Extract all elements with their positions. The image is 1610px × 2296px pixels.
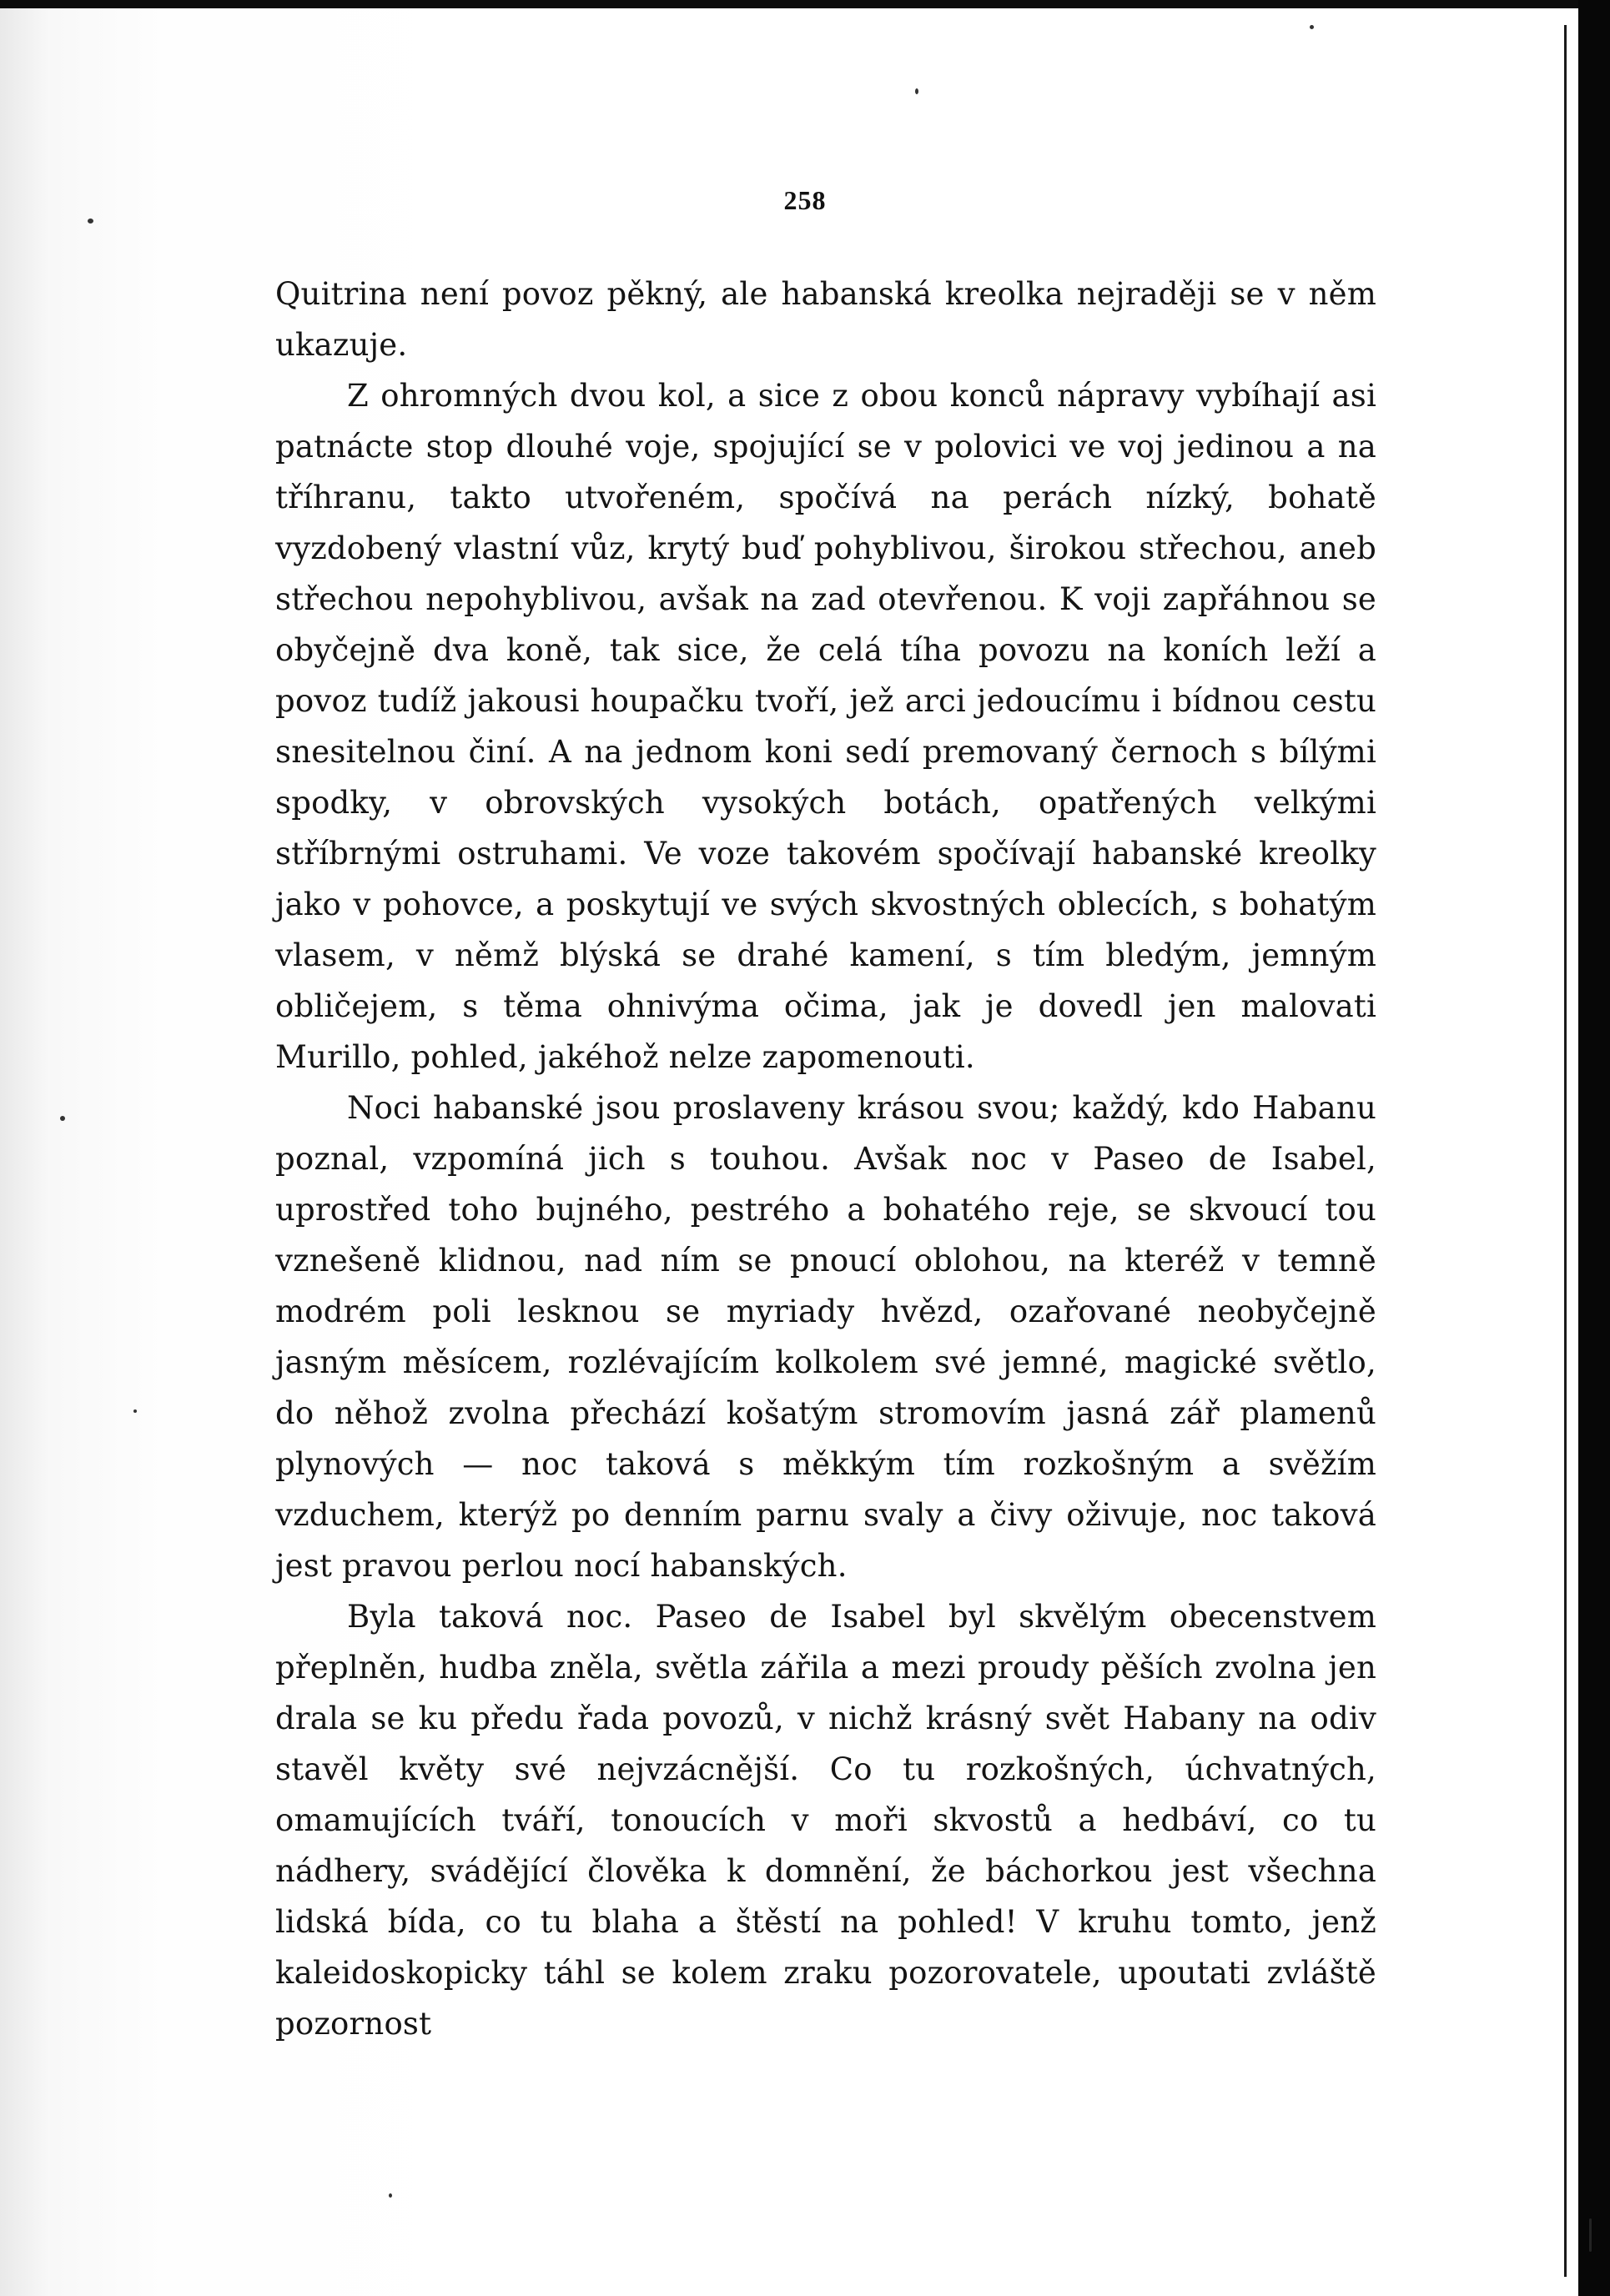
scan-speck bbox=[915, 88, 918, 94]
scan-speck bbox=[133, 1409, 137, 1413]
scan-speck bbox=[60, 1116, 65, 1121]
paragraph: Z ohromných dvou kol, a sice z obou konců nápravy vybíhají asi patnácte stop dlouhé voje, spojující se v polovici ve voj jedinou a na tříhranu, takto utvořeném, spočívá na perách nízký, bohatě vyzdobený vlastní vůz, krytý buď pohyblivou, širokou střechou, aneb střechou nepohyblivou, avšak na zad otevřenou. K voji zapřáhnou se obyčejně dva koně, tak sice, že celá tíha povozu na koních leží a povoz tudíž jakousi houpačku tvoří, jež arci jedoucímu i bídnou cestu snesitelnou činí. A na jednom koni sedí premovaný černoch s bílými spodky, v obrovských vysokých botách, opatřených velkými stříbrnými ostruhami. Ve voze takovém spočívají habanské kreolky jako v pohovce, a poskytují ve svých skvostných oblecích, s bohatým vlasem, v němž blýská se drahé kamení, s tím bledým, jemným obličejem, s těma ohnivýma očima, jak je dovedl jen malovati Murillo, pohled, jakéhož nelze zapomenouti. bbox=[275, 378, 1376, 1075]
scan-speck bbox=[389, 2193, 392, 2198]
scan-speck bbox=[1589, 2218, 1592, 2252]
paragraph: Quitrina není povoz pěkný, ale habanská kreolka nejraději se v něm ukazuje. bbox=[275, 276, 1376, 363]
scan-speck bbox=[88, 219, 93, 224]
scan-right-border-line bbox=[1564, 25, 1567, 2277]
scan-top-edge bbox=[0, 0, 1610, 8]
body-text bbox=[275, 269, 1376, 2049]
scan-speck bbox=[1310, 25, 1314, 29]
paragraph: Noci habanské jsou proslaveny krásou svou; každý, kdo Habanu poznal, vzpomíná jich s touhou. Avšak noc v Paseo de Isabel, uprostřed toho bujného, pestrého a bohatého reje, se skvoucí tou vznešeně klidnou, nad ním se pnoucí oblohou, na kteréž v temně modrém poli lesknou se myriady hvězd, ozařované neobyčejně jasným měsícem, rozlévajícím kolkolem své jemné, magické světlo, do něhož zvolna přechází košatým stromovím jasná zář plamenů plynových — noc taková s měkkým tím rozkošným a svěžím vzduchem, kterýž po denním parnu svaly a čivy oživuje, noc taková jest pravou perlou nocí habanských. bbox=[275, 1090, 1376, 1584]
paragraph: Byla taková noc. Paseo de Isabel byl skvělým obecenstvem přeplněn, hudba zněla, světla zářila a mezi proudy pěších zvolna jen drala se ku předu řada povozů, v nichž krásný svět Habany na odiv stavěl květy své nejvzácnější. Co tu rozkošných, úchvatných, omamujících tváří, tonoucích v moři skvostů a hedbáví, co tu nádhery, svádějící člověka k domnění, že báchorkou jest všechna lidská bída, co tu blaha a štěstí na pohled! V kruhu tomto, jenž kaleidoskopicky táhl se kolem zraku pozorovatele, upoutati zvláště pozornost bbox=[275, 1599, 1376, 2042]
page-number: 258 bbox=[783, 185, 827, 215]
scan-right-edge bbox=[1578, 0, 1610, 2296]
